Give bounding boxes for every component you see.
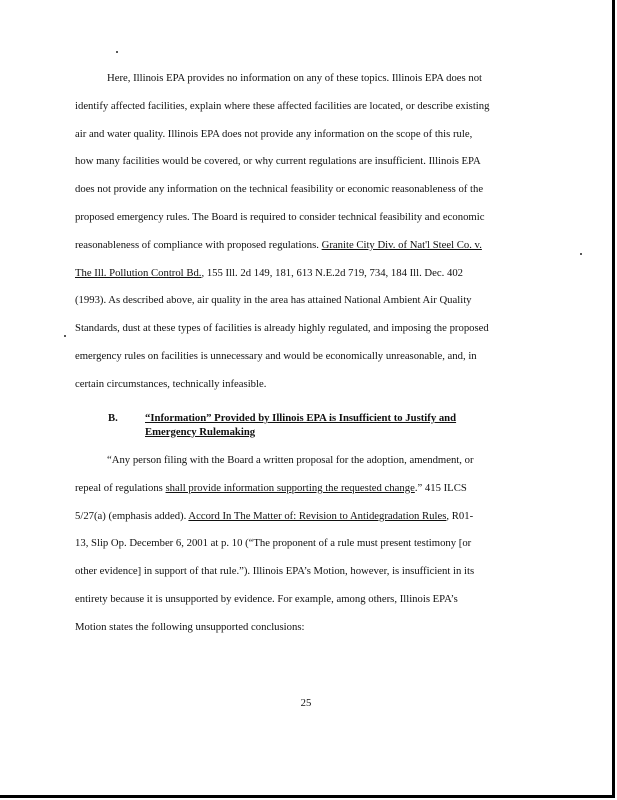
text-line: 13, Slip Op. December 6, 2001 at p. 10 (“The proponent of a rule must present testimony [or <box>75 537 472 550</box>
text-segment: .” 415 ILCS <box>414 481 467 494</box>
paragraph-2 <box>75 447 540 642</box>
text-segment: , 155 Ill. 2d 149, 181, 613 N.E.2d 719, 734, 184 Ill. Dec. 402 <box>201 266 464 279</box>
emphasis-text: shall provide information supporting the requested change <box>165 481 415 494</box>
text-line: Motion states the following unsupported conclusions: <box>75 620 305 633</box>
page-number: 25 <box>300 697 312 709</box>
text-line: air and water quality. Illinois EPA does not provide any information on the scope of this rule, <box>75 127 473 140</box>
text-line: emergency rules on facilities is unnecessary and would be economically unreasonable, and, in <box>75 349 477 362</box>
text-line: (1993). As described above, air quality in the area has attained National Ambient Air Quality <box>75 294 472 307</box>
text-segment: 5/27(a) (emphasis added). <box>75 509 189 522</box>
text-line: “Any person filing with the Board a written proposal for the adoption, amendment, or <box>107 454 474 466</box>
section-title <box>145 412 456 439</box>
case-citation: Accord In The Matter of: Revision to Antidegradation Rules <box>188 509 447 522</box>
case-citation-court: The Ill. Pollution Control Bd. <box>75 266 202 279</box>
text-line: Here, Illinois EPA provides no information on any of these topics. Illinois EPA does not <box>107 72 483 84</box>
text-line: identify affected facilities, explain where these affected facilities are located, or describe existing <box>75 99 490 112</box>
text-line <box>75 503 540 531</box>
text-line: entirety because it is unsupported by evidence. For example, among others, Illinois EPA’s <box>75 592 458 605</box>
text-line: how many facilities would be covered, or why current regulations are insufficient. Illinois EPA <box>75 155 481 168</box>
scan-speck <box>580 253 582 255</box>
scan-speck <box>64 335 66 337</box>
text-line: certain circumstances, technically infeasible. <box>75 377 267 390</box>
text-segment: repeal of regulations <box>75 481 166 494</box>
section-title-line-1: “Information” Provided by Illinois EPA is Insufficient to Justify and <box>145 412 457 424</box>
text-line: proposed emergency rules. The Board is required to consider technical feasibility and economic <box>75 210 485 223</box>
text-line <box>75 260 540 288</box>
text-line: other evidence] in support of that rule.”). Illinois EPA’s Motion, however, is insufficient in its <box>75 565 475 578</box>
section-title-line-2: Emergency Rulemaking <box>145 425 256 438</box>
text-segment: reasonableness of compliance with proposed regulations. <box>75 238 322 251</box>
text-line <box>75 475 540 503</box>
text-segment: , R01- <box>446 509 474 522</box>
text-line: does not provide any information on the technical feasibility or economic reasonableness of the <box>75 183 484 196</box>
scan-speck <box>116 51 118 53</box>
paragraph-1 <box>75 65 540 399</box>
text-line <box>75 232 540 260</box>
text-line: Standards, dust at these types of facilities is already highly regulated, and imposing the proposed <box>75 322 489 335</box>
section-number: B. <box>108 412 118 424</box>
case-citation: Granite City Div. of Nat'l Steel Co. v. <box>321 238 482 251</box>
